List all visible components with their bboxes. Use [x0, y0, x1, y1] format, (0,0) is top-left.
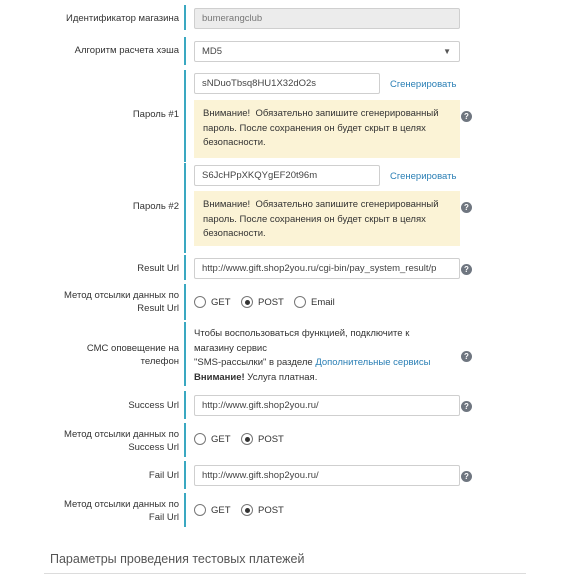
result-method-label-line1: Метод отсылки данных по: [64, 290, 179, 301]
result-method-label-line2: Result Url: [137, 303, 179, 314]
radio-label: POST: [258, 296, 284, 308]
warning-text: Обязательно запишите сгенерированный пароль. После сохранения он будет скрыт в целях безопасности.: [203, 108, 439, 148]
sms-warning-bold: Внимание!: [194, 371, 245, 383]
sms-info-text: [194, 327, 456, 385]
hash-algorithm-value: MD5: [202, 46, 223, 57]
radio-label: POST: [258, 504, 284, 516]
success-url-label: Success Url: [128, 400, 179, 411]
sms-line2: магазину сервис: [194, 342, 267, 354]
sms-warning-text: Услуга платная.: [247, 371, 318, 383]
radio-dot: [294, 296, 306, 308]
fail-url-input[interactable]: http://www.gift.shop2you.ru/: [194, 465, 460, 486]
accent-bar: [184, 70, 186, 162]
accent-bar: [184, 423, 186, 457]
result-method-get-radio[interactable]: [194, 296, 231, 308]
accent-bar: [184, 322, 186, 386]
accent-bar: [184, 461, 186, 489]
radio-label: Email: [311, 296, 335, 308]
radio-dot-selected: [241, 433, 253, 445]
result-url-label: Result Url: [137, 263, 179, 274]
test-payments-section-title[interactable]: Параметры проведения тестовых платежей: [50, 552, 305, 566]
radio-label: POST: [258, 433, 284, 445]
sms-line1: Чтобы воспользоваться функцией, подключите к: [194, 328, 410, 339]
result-method-email-radio[interactable]: [294, 296, 335, 308]
accent-bar: [184, 493, 186, 527]
password2-input[interactable]: S6JcHPpXKQYgEF20t96m: [194, 165, 380, 186]
shop-id-input[interactable]: bumerangclub: [194, 8, 460, 29]
accent-bar: [184, 5, 186, 30]
result-method-post-radio[interactable]: [241, 296, 284, 308]
hash-algorithm-label: Алгоритм расчета хэша: [74, 45, 179, 56]
success-url-input[interactable]: http://www.gift.shop2you.ru/: [194, 395, 460, 416]
result-method-label: [64, 289, 179, 315]
help-icon[interactable]: ?: [461, 351, 472, 362]
warning-bold: Внимание!: [203, 199, 251, 210]
warning-bold: Внимание!: [203, 108, 251, 119]
fail-method-label: [64, 498, 179, 524]
password2-label: Пароль #2: [132, 201, 179, 212]
success-method-post-radio[interactable]: [241, 433, 284, 445]
sms-label-line2: телефон: [140, 356, 179, 367]
accent-bar: [184, 391, 186, 419]
fail-method-get-radio[interactable]: [194, 504, 231, 516]
radio-label: GET: [211, 433, 231, 445]
radio-label: GET: [211, 296, 231, 308]
radio-label: GET: [211, 504, 231, 516]
radio-dot: [194, 296, 206, 308]
fail-method-post-radio[interactable]: [241, 504, 284, 516]
hash-algorithm-select[interactable]: [194, 41, 460, 62]
sms-label: [87, 342, 179, 368]
help-icon[interactable]: ?: [461, 111, 472, 122]
radio-dot-selected: [241, 296, 253, 308]
radio-dot: [194, 504, 206, 516]
shop-id-label: Идентификатор магазина: [65, 13, 179, 24]
help-icon[interactable]: ?: [461, 401, 472, 412]
password1-input[interactable]: sNDuoTbsq8HU1X32dO2s: [194, 73, 380, 94]
fail-method-label-line2: Fail Url: [148, 512, 179, 523]
chevron-down-icon: ▼: [443, 47, 451, 56]
radio-dot: [194, 433, 206, 445]
accent-bar: [184, 284, 186, 320]
result-url-input[interactable]: http://www.gift.shop2you.ru/cgi-bin/pay_system_result/p: [194, 258, 460, 279]
fail-url-label: Fail Url: [148, 470, 179, 481]
accent-bar: [184, 255, 186, 280]
success-method-get-radio[interactable]: [194, 433, 231, 445]
fail-method-label-line1: Метод отсылки данных по: [64, 499, 179, 510]
success-method-label-line2: Success Url: [128, 442, 179, 453]
help-icon[interactable]: ?: [461, 471, 472, 482]
additional-services-link[interactable]: Дополнительные сервисы: [315, 357, 431, 368]
help-icon[interactable]: ?: [461, 202, 472, 213]
accent-bar: [184, 163, 186, 253]
password2-warning: [194, 191, 460, 246]
password2-generate-link[interactable]: Сгенерировать: [390, 171, 457, 182]
password1-label: Пароль #1: [132, 109, 179, 120]
success-method-label-line1: Метод отсылки данных по: [64, 429, 179, 440]
radio-dot-selected: [241, 504, 253, 516]
password1-warning: [194, 100, 460, 158]
sms-label-line1: СМС оповещение на: [86, 343, 179, 354]
warning-text: Обязательно запишите сгенерированный пароль. После сохранения он будет скрыт в целях безопасности.: [203, 199, 439, 239]
accent-bar: [184, 37, 186, 65]
section-divider: [44, 573, 526, 574]
password1-generate-link[interactable]: Сгенерировать: [390, 79, 457, 90]
sms-line3: "SMS-рассылки" в разделе: [194, 357, 313, 368]
success-method-label: [64, 428, 179, 454]
help-icon[interactable]: ?: [461, 264, 472, 275]
